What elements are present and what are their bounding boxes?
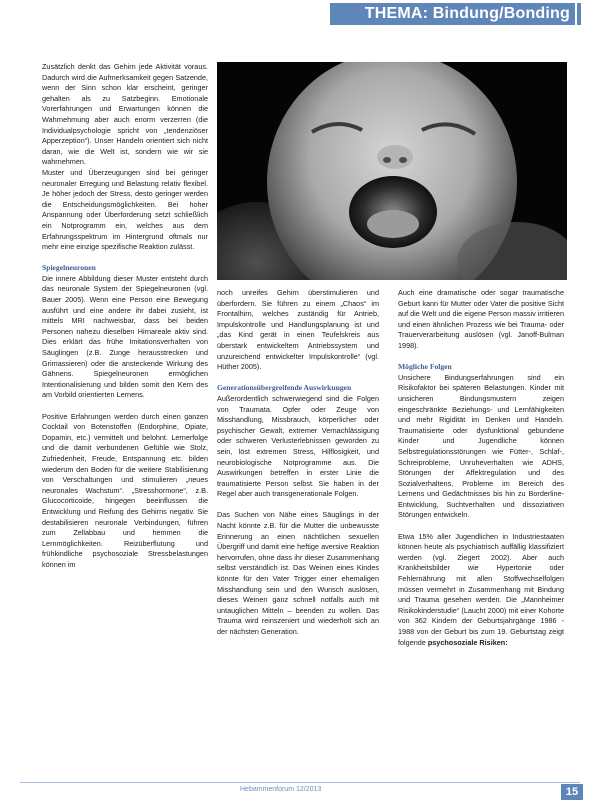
footer-journal: Hebammenforum 12/2013 [240, 786, 322, 793]
section-title: THEMA: Bindung/Bonding [364, 5, 570, 22]
page-number: 15 [561, 784, 583, 800]
paragraph-spiegelneuronen: Die innere Abbildung dieser Muster entsteht durch das neuronale System der Spiegelneuronen (vgl. Bauer 2005). Wenn eine Person eine Bewegung ausführt und eine andere ihr dabei zusieht, ist mittels MRI nachweisbar, dass bei beiden Personen nahezu dieselben Hirnareale aktiv sind. Dies erklärt das frühe Imitationsverhalten von Säuglingen (z.B. Zunge herausstrecken und Grimassieren) oder die ansteckende Wirkung des Gähnens. Spiegelneuronen ermöglichen Intentionalisierung und bilden somit den Kern des am Vorbild orientierten Lernens. [42, 273, 208, 400]
paragraph-etwa-bold: psychosoziale Risiken: [427, 637, 508, 647]
paragraph-geburt: Auch eine dramatische oder sogar traumatische Geburt kann für Mutter oder Vater die positive Sicht auf die Welt und die eigene Person massiv irritieren und einen ähnlichen Prozess wie bei Trauma- oder Trauerverarbeitung auslösen (vgl. Janoff-Bulman 1998). [398, 288, 564, 350]
column-1 [42, 62, 208, 571]
paragraph-traumata: Außerordentlich schwerwiegend sind die Folgen von Traumata. Opfer oder Zeuge von Misshandlung, Missbrauch, körperlicher oder psychischer Gewalt, extremer Vernachlässigung oder schweren Verlusterlebnissen geworden zu sein, löst extremen Stress, Hilflosigkeit, und neurobiologische Notprogramme aus. Die Auswirkungen betreffen in erster Linie die traumatisierte Person selbst. Sie haben in der Regel aber auch transgenerationale Folgen. [217, 393, 379, 499]
baby-photo [217, 62, 567, 280]
paragraph-suchen: Das Suchen von Nähe eines Säuglings in der Nacht könnte z.B. für die Mutter die unbewusste Erinnerung an einen nächtlichen sexuellen Übergriff und damit eine heftige aversive Reaktion hervorrufen, ohne dass ihr dieser Zusammenhang selbst verständlich ist. Das Weinen eines Kindes könnte für den Vater Trigger einer ehemaligen Misshandlung sein und den Wunsch auslösen, dieses Weinen ganz schnell notfalls auch mit untauglichen Mitteln – beenden zu wollen. Das Trauma wird reinszeniert und wiederholt sich an der nächsten Generation. [217, 510, 379, 636]
paragraph-etwa [398, 532, 564, 649]
paragraph-folgen: Unsichere Bindungserfahrungen sind ein Risikofaktor bei späteren Belastungen. Kinder mit unsicheren Bindungsmustern zeigen eingeschränkte Beziehungs- und Lernfähigkeiten und mehr Rigidität im Denken und Handeln. Traumatisierte oder dysfunktional gebundene Kinder und Jugendliche können Selbstregulationsstörungen wie Fütter-, Schlaf-, Schreiprobleme, Unruheverhalten wie ADHS, Störungen der Affektregulation und des Sozialverhaltens, Probleme im Bereich des Lernens und Gedächtnisses bis hin zu Borderline-Entwicklung, Suchtverhalten und dissoziativen Störungen entwickeln. [398, 372, 564, 520]
paragraph-intro: Zusätzlich denkt das Gehirn jede Aktivität voraus. Dadurch wird die Aufmerksamkeit gegen Satzende, wenn der Sinn schon klar erscheint, geringer gehalten als zu Satzbeginn. Emotionale Vorerfahrungen und Erwartungen können die Wahrnehmung aber auch enorm verzerren (die Individualpsychologie spricht von „tendenziöser Apperzeption“). Unser Handeln orientiert sich nicht daran, wie die Welt ist, sondern wie wir sie wahrnehmen. [42, 62, 208, 167]
paragraph-continuation: noch unreifes Gehirn überstimulieren und überfordern. Sie führen zu einem „Chaos“ im Frontalhirn, welches zuständig für Antrieb, Impulskontrolle und Handlungsplanung ist und „das Kind gerät in einen Teufelskreis aus überstark entwickeltem Antriebssystem und unzureichend entwickelter Impulskontrolle“ (vgl. Hüther 2005). [217, 288, 379, 372]
header-edge [577, 3, 581, 25]
heading-moegliche-folgen: Mögliche Folgen [398, 362, 452, 372]
footer-rule [20, 782, 580, 783]
yawning-baby-image [217, 62, 567, 280]
heading-generationsuebergreifend: Generationsübergreifende Auswirkungen [217, 383, 352, 393]
heading-spiegelneuronen: Spiegelneuronen [42, 263, 96, 273]
column-3 [398, 288, 564, 648]
paragraph-positive: Positive Erfahrungen werden durch einen ganzen Cocktail von Botenstoffen (Endorphine, Opiate, Dopamin, etc.) vermittelt und belohnt. Lernerfolge und die damit verbundenen Gefühle wie Stolz, Zufriedenheit, Freude, Entspannung etc. bilden wiederum den Boden für die weitere Stabilisierung von Verschaltungen und stimulieren „neues neuronales Wachstum“. „Stresshormone“, z.B. Glucocorticoide, hingegen beeinflussen die Entwicklung und Reifung des Gehirns negativ. Sie destabilisieren neuronale Verbindungen, führen zum Zellabbau und hemmen die Lernmöglichkeiten. Reizüberflutung und frühkindliche psychosoziale Stressbelastungen können im [42, 411, 208, 569]
header-bar [0, 0, 591, 28]
paragraph-etwa-text: Etwa 15% aller Jugendlichen in Industriestaaten können heute als psychiatrisch auffällig klassifiziert werden (vgl. Ziegert 2002). Aber auch Krankheitsbilder wie Hypertonie oder Fehlernährung mit allen Stoffwechselfolgen müssen vermehrt in Zusammenhang mit Bindung und Trauma gesehen werden. Die „Mannheimer Risikokinderstudie“ (Laucht 2000) mit einer Kohorte von 362 Kindern der Geburtsjahrgänge 1986 - 1988 von der Geburt bis zum 19. Geburtstag zeigt folgende [398, 531, 564, 647]
paragraph-intro-2: Muster und Überzeugungen sind bei geringer neuronaler Erregung und Belastung relativ flexibel. Je höher jedoch der Stress, desto geringer werden die Entscheidungsmöglichkeiten. Bei hoher Anspannung oder Überforderung setzt schließlich ein Notprogramm ein, welches aus dem Erfahrungsspektrum im Hintergrund oftmals nur mehr eine einzige spezifische Reaktion zulässt. [42, 167, 208, 252]
column-2 [217, 288, 379, 638]
